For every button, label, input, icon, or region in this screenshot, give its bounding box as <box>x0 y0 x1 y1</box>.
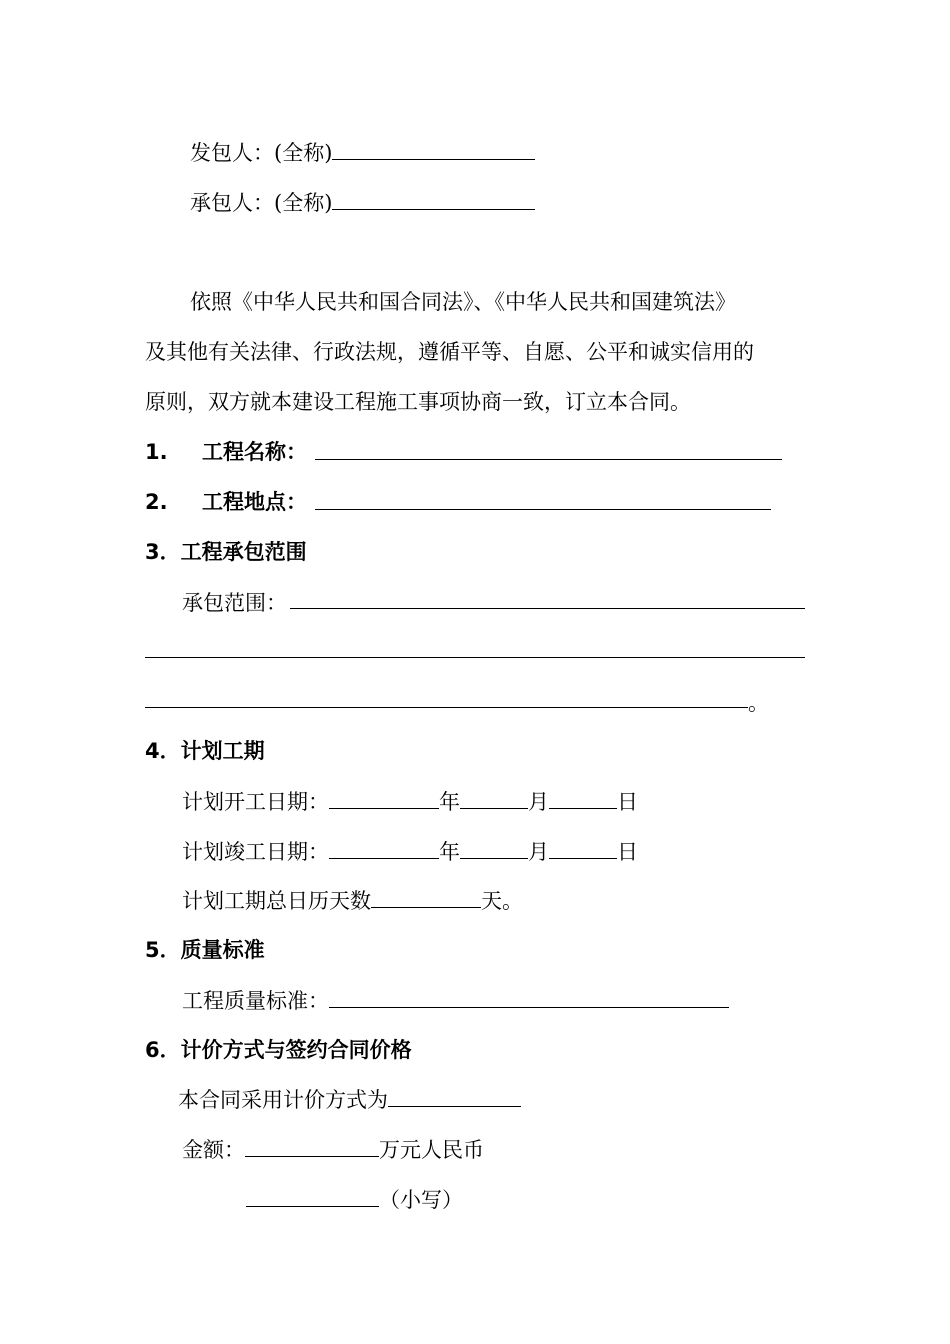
section-6-title: 6．计价方式与签约合同价格 <box>145 1038 412 1062</box>
amount-lowercase-field[interactable] <box>246 1186 379 1207</box>
section-2 <box>145 489 307 515</box>
duration-field[interactable] <box>371 887 481 908</box>
amount-line <box>182 1136 484 1163</box>
contractor-line <box>190 189 535 216</box>
start-day-field[interactable] <box>549 788 617 809</box>
scope-end-mark: 。 <box>748 691 769 715</box>
duration-unit: 天。 <box>481 889 523 913</box>
finish-month-unit: 月 <box>528 840 549 864</box>
start-month-field[interactable] <box>460 788 528 809</box>
start-year-field[interactable] <box>329 788 439 809</box>
employer-name-field[interactable] <box>332 139 535 160</box>
pricing-method-line <box>178 1086 521 1113</box>
duration-label: 计划工期总日历天数 <box>182 889 371 913</box>
section-1 <box>145 439 307 465</box>
section-3-title: 3．工程承包范围 <box>145 540 307 564</box>
project-name-field[interactable] <box>315 459 782 460</box>
scope-label: 承包范围： <box>182 591 287 615</box>
amount-unit: 万元人民币 <box>379 1138 484 1162</box>
pricing-method-field[interactable] <box>388 1086 521 1107</box>
section-1-number: 1. <box>145 440 168 464</box>
start-year-unit: 年 <box>439 790 460 814</box>
finish-year-unit: 年 <box>439 840 460 864</box>
finish-day-unit: 日 <box>617 840 638 864</box>
employer-label: 发包人：(全称) <box>190 141 333 165</box>
quality-label: 工程质量标准： <box>182 989 329 1013</box>
amount-field[interactable] <box>245 1136 379 1157</box>
quality-line <box>182 987 729 1014</box>
section-4-title: 4．计划工期 <box>145 739 265 763</box>
project-name-label: 工程名称： <box>202 440 307 464</box>
scope-field-line-2[interactable] <box>145 657 805 658</box>
contractor-label: 承包人：(全称) <box>190 191 333 215</box>
preamble-line-3: 原则，双方就本建设工程施工事项协商一致，订立本合同。 <box>145 390 691 414</box>
finish-date-label: 计划竣工日期： <box>182 840 329 864</box>
duration-line <box>182 887 523 914</box>
finish-date-line <box>182 838 638 865</box>
start-date-line <box>182 788 638 815</box>
contractor-name-field[interactable] <box>332 189 535 210</box>
lowercase-note: （小写） <box>379 1188 463 1212</box>
amount-lowercase-line <box>246 1186 463 1213</box>
section-5-title: 5．质量标准 <box>145 938 265 962</box>
preamble-line-1: 依照《中华人民共和国合同法》、《中华人民共和国建筑法》 <box>190 290 736 314</box>
finish-day-field[interactable] <box>549 838 617 859</box>
project-location-label: 工程地点： <box>202 490 307 514</box>
quality-field[interactable] <box>329 987 729 1008</box>
section-2-number: 2. <box>145 490 168 514</box>
scope-field-line-3[interactable] <box>145 707 748 708</box>
scope-field-line-1[interactable] <box>290 608 805 609</box>
project-location-field[interactable] <box>315 509 771 510</box>
preamble-line-2: 及其他有关法律、行政法规，遵循平等、自愿、公平和诚实信用的 <box>145 340 754 364</box>
start-day-unit: 日 <box>617 790 638 814</box>
finish-month-field[interactable] <box>460 838 528 859</box>
start-month-unit: 月 <box>528 790 549 814</box>
amount-label: 金额： <box>182 1138 245 1162</box>
pricing-method-label: 本合同采用计价方式为 <box>178 1088 388 1112</box>
finish-year-field[interactable] <box>329 838 439 859</box>
start-date-label: 计划开工日期： <box>182 790 329 814</box>
employer-line <box>190 139 535 166</box>
